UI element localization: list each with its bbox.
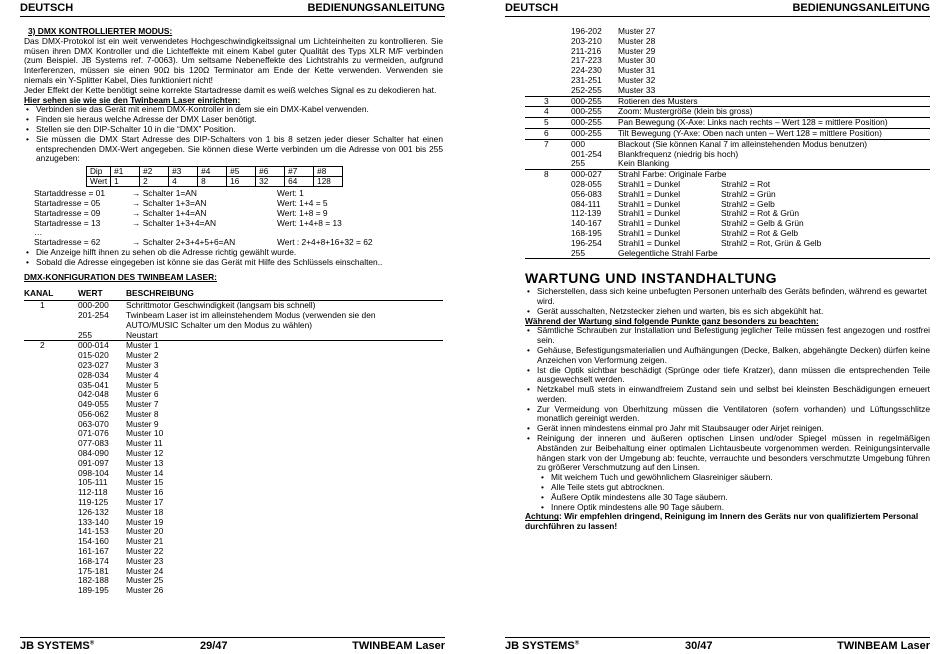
description: Muster 31 (618, 65, 656, 76)
list-item: • Sie müssen die DMX Start Adresse des DIP-Schalters von 1 bis 8 setzen jeder dieser Schalter hat einen entsprechenden DMX-Wert angegeben. Sie können diese Werte verbinden um die Adresse von 001 bis 255 anzugeben: (36, 135, 443, 164)
dmx-value: 105-111 (78, 477, 108, 488)
description-beam2: Strahl2 = Rot, Grün & Gelb (721, 237, 822, 248)
maintenance-intro-list (525, 287, 930, 316)
description-beam2: Strahl2 = Rot (721, 178, 771, 189)
switch-setting: → Schalter 1=AN (132, 188, 197, 199)
page-footer (505, 640, 930, 654)
dmx-value: 112-118 (78, 487, 108, 498)
description: Strahl1 = Dunkel (618, 237, 681, 248)
dmx-value: 255 (571, 158, 585, 169)
table-rule (525, 258, 930, 259)
table-cell: 1 (111, 177, 140, 187)
description: Muster 9 (126, 418, 159, 429)
table-cell: #7 (285, 167, 314, 177)
channel-1-block (24, 301, 443, 340)
dmx-value: 056-083 (571, 188, 602, 199)
switch-value: Wert : 2+4+8+16+32 = 62 (277, 237, 373, 248)
cleaning-steps (525, 473, 930, 512)
table-row (525, 107, 930, 117)
description: Muster 22 (126, 546, 164, 557)
dmx-value: 091-097 (78, 457, 109, 468)
description: Muster 20 (126, 526, 164, 537)
list-item: • Gerät ausschalten, Netzstecker ziehen und warten, bis es sich abgekühlt hat. (537, 307, 930, 317)
right-body (525, 27, 930, 532)
dmx-value: 000-200 (78, 300, 109, 311)
page-footer (20, 640, 445, 654)
col-wert: WERT (78, 288, 103, 299)
description: Pan Bewegung (X-Axe: Links nach rechts – Wert 128 = mittlere Position) (618, 117, 888, 128)
brand-name: JB SYSTEMS (20, 640, 90, 652)
dmx-value: 133-140 (78, 516, 109, 527)
table-cell: #2 (140, 167, 169, 177)
registered-mark: ® (574, 640, 580, 647)
list-item: • Sämtliche Schrauben zur Installation und Befestigung jeglicher Teile müssen fest angezogen und rostfrei sein. (537, 326, 930, 346)
caution-note (525, 512, 930, 532)
description-beam2: Strahl2 = Grün (721, 188, 776, 199)
footer-brand (505, 640, 579, 652)
description-beam2: Strahl2 = Rot & Grün (721, 208, 799, 219)
description: Strahl1 = Dunkel (618, 178, 681, 189)
header-manual: BEDIENUNGSANLEITUNG (307, 2, 445, 14)
dmx-value: 084-111 (571, 198, 601, 209)
description: Muster 10 (126, 428, 164, 439)
description: Schrittmotor Geschwindigkeit (langsam bis schnell) (126, 300, 316, 311)
description: Muster 2 (126, 350, 159, 361)
description: Muster 21 (126, 536, 164, 547)
description: Strahl1 = Dunkel (618, 208, 681, 219)
channel-number: 1 (40, 300, 45, 311)
dmx-value: 000-014 (78, 340, 109, 351)
description: Muster 33 (618, 84, 656, 95)
list-item: • Verbinden sie das Gerät mit einem DMX-Kontroller in dem sie ein DMX-Kabel verwenden. (36, 105, 443, 115)
channel-number: 4 (544, 106, 549, 117)
table-cell: #1 (111, 167, 140, 177)
description: Muster 5 (126, 379, 159, 390)
description: Muster 14 (126, 467, 164, 478)
table-cell: 16 (227, 177, 256, 187)
table-cell: 32 (256, 177, 285, 187)
description: Muster 28 (618, 35, 656, 46)
list-item: • Zur Vermeidung von Überhitzung müssen die Ventilatoren (sofern vorhanden) und Lüftungsschlitze monatlich gereinigt werden. (537, 405, 930, 425)
dmx-value: 182-188 (78, 575, 109, 586)
table-row (525, 249, 930, 259)
table-cell: 8 (198, 177, 227, 187)
setup-steps (24, 105, 443, 164)
maintenance-list (525, 326, 930, 473)
dmx-value: 196-202 (571, 26, 602, 36)
notes-list (24, 248, 443, 268)
brand-name: JB SYSTEMS (505, 640, 575, 652)
list-item: • Äußere Optik mindestens alle 30 Tage säubern. (551, 493, 930, 503)
setup-heading: Hier sehen sie wie sie den Twinbeam Laser einrichten: (24, 94, 241, 105)
page-number: 29/47 (200, 640, 228, 652)
dmx-value: 056-062 (78, 408, 109, 419)
dmx-value: 084-090 (78, 448, 109, 459)
start-address: Startaddresse = 01 (34, 188, 105, 199)
start-address: Startadresse = 62 (34, 237, 101, 248)
switch-value: Wert: 1 (277, 188, 304, 199)
description: Gelegentliche Strahl Farbe (618, 247, 718, 258)
list-item: • Gehäuse, Befestigungsmaterialien und Aufhängungen (Decke, Balken, abgehängte Decken) dürfen keine Anzeichen von Verformung zeigen. (537, 346, 930, 366)
description-beam2: Strahl2 = Rot & Gelb (721, 227, 799, 238)
dmx-value: 042-048 (78, 389, 109, 400)
maintenance-subheading: Während der Wartung sind folgende Punkte ganz besonders zu beachten: (525, 315, 819, 326)
dmx-value: 168-174 (78, 555, 109, 566)
page-right (485, 0, 950, 654)
page-header (505, 2, 930, 16)
table-cell: #6 (256, 167, 285, 177)
table-row (525, 129, 930, 139)
switch-setting: → Schalter 1+3=AN (132, 197, 207, 208)
channel-number: 8 (544, 169, 549, 180)
dmx-value: 049-055 (78, 399, 109, 410)
list-item: • Mit weichem Tuch und gewöhnlichem Glasreiniger säubern. (551, 473, 930, 483)
start-address: Startadresse = 13 (34, 217, 101, 228)
caution-text: : Wir empfehlen dringend, Reinigung im Innern des Geräts nur von qualifiziertem Personal durchführen zu lassen! (525, 511, 919, 532)
dmx-value: 140-167 (571, 218, 602, 229)
dmx-value: 000-027 (571, 169, 602, 180)
table-row (525, 159, 930, 169)
dmx-value: 255 (571, 247, 585, 258)
description-beam2: Strahl2 = Gelb (721, 198, 775, 209)
dmx-value: 028-034 (78, 369, 109, 380)
list-item: • Netzkabel muß stets in einwandfreiem Zustand sein und selbst bei kleinsten Beschädigungen erneuert werden. (537, 385, 930, 405)
col-beschreibung: BESCHREIBUNG (126, 288, 194, 299)
description: Muster 8 (126, 408, 159, 419)
description: Muster 13 (126, 457, 164, 468)
dmx-value: 201-254 (78, 309, 109, 320)
header-manual: BEDIENUNGSANLEITUNG (792, 2, 930, 14)
dmx-value: 000-255 (571, 117, 602, 128)
dmx-value: 001-254 (571, 148, 602, 159)
table-cell: #8 (314, 167, 343, 177)
list-item: • Innere Optik mindestens alle 90 Tage säubern. (551, 503, 930, 513)
table-row (24, 586, 443, 596)
list-item: • Sicherstellen, dass sich keine unbefugten Personen unterhalb des Geräts befinden, während es gewartet wird. (537, 287, 930, 307)
dmx-channel-table-continued (525, 27, 930, 259)
description: Muster 17 (126, 497, 164, 508)
description: Muster 6 (126, 389, 159, 400)
dmx-value: 141-153 (78, 526, 109, 537)
description: Kein Blanking (618, 158, 670, 169)
table-cell: Dip (87, 167, 111, 177)
description: Rotieren des Musters (618, 95, 698, 106)
address-examples (24, 189, 443, 248)
description: Muster 3 (126, 359, 159, 370)
address-note: Jeder Effekt der Kette benötigt seine korrekte Startadresse damit es weiß welches Signal es zu dekodieren hat. (24, 84, 437, 95)
footer-product: TWINBEAM Laser (352, 640, 445, 652)
table-row (525, 97, 930, 107)
table-cell: 4 (169, 177, 198, 187)
caution-label: Achtung (525, 511, 559, 522)
ellipsis: … (34, 227, 43, 238)
footer-brand (20, 640, 94, 652)
description: Twinbeam Laser ist im alleinstehendem Modus (verwenden sie den (126, 309, 376, 320)
config-heading: DMX-KONFIGURATION DES TWINBEAM LASER: (24, 271, 217, 282)
description: Neustart (126, 329, 158, 340)
dmx-value: 211-216 (571, 45, 602, 56)
list-item: • Ist die Optik sichtbar beschädigt (Sprünge oder tiefe Kratzer), dann müssen die entsprechenden Teile ausgewechselt werden. (537, 366, 930, 386)
dmx-value: 028-055 (571, 178, 602, 189)
description: Muster 15 (126, 477, 164, 488)
description: Strahl1 = Dunkel (618, 218, 681, 229)
description: Strahl1 = Dunkel (618, 188, 681, 199)
description: Muster 32 (618, 74, 656, 85)
footer-rule (505, 637, 930, 638)
start-address: Startadresse = 05 (34, 197, 101, 208)
dmx-value: 231-251 (571, 74, 602, 85)
description: Muster 29 (618, 45, 656, 56)
description: Strahl1 = Dunkel (618, 227, 681, 238)
dmx-value: 000-255 (571, 106, 602, 117)
list-item: • Gerät innen mindestens einmal pro Jahr mit Staubsauger oder Airjet reinigen. (537, 424, 930, 434)
description: Zoom: Mustergröße (klein bis gross) (618, 106, 753, 117)
registered-mark: ® (89, 640, 95, 647)
description: Muster 25 (126, 575, 164, 586)
description-beam2: Strahl2 = Gelb & Grün (721, 218, 804, 229)
table-row (525, 86, 930, 96)
channel-number: 7 (544, 138, 549, 149)
switch-value: Wert: 1+8 = 9 (277, 207, 328, 218)
header-rule (505, 16, 930, 17)
description: Muster 4 (126, 369, 159, 380)
description: AUTO/MUSIC Schalter um den Modus zu wählen) (126, 319, 313, 330)
dmx-value: 000-255 (571, 127, 602, 138)
description: Muster 27 (618, 26, 656, 36)
list-item: • Reinigung der inneren und äußeren optischen Linsen und/oder Spiegel müssen in regelmäßigen Abständen zur Beibehaltung einer optimalen Lichtausbeute vorgenommen werden. Reinigungsintervalle hängen stark von der Umgebung ab: feuchte, verrauchte und besonders verschmutzte Umgebung führen zu größerer Verschmutzung auf den Linsen. (537, 434, 930, 473)
table-row (525, 150, 930, 160)
description: Muster 24 (126, 565, 164, 576)
description: Muster 1 (126, 340, 159, 351)
intro-paragraph: Das DMX-Protokol ist ein weit verwendetes Hochgeschwindigkeitssignal um Lichteinheiten zu kontrollieren. Sie müsen ihren DMX Kontroller und die Lichteffekte mit einem Kabel guter Qualität des Typs XLR M/F verbinden (zum Beispiel. JB Systems ref. 7-0063). Um seltsame Nebeneffekte des Lichtstrahls zu vermeiden, aufgrund Interferenzen, müssen sie einen 90Ω bis 120Ω Terminator am Ende der Kette verwenden. Verwenden sie niemals ein Y-Splitter Kabel, Dies funktioniert nicht! (24, 35, 443, 85)
dmx-value: 252-255 (571, 84, 602, 95)
page-header (20, 2, 445, 16)
description: Tilt Bewegung (Y-Axe: Oben nach unten – Wert 128 = mittlere Position) (618, 127, 882, 138)
left-body (24, 27, 443, 596)
description: Muster 16 (126, 487, 164, 498)
description: Muster 18 (126, 506, 164, 517)
switch-value: Wert: 1+4+8 = 13 (277, 217, 342, 228)
description: Muster 12 (126, 448, 164, 459)
page-left (0, 0, 465, 654)
dmx-value: 168-195 (571, 227, 602, 238)
list-item: • Finden sie heraus welche Adresse der DMX Laser benötigt. (36, 115, 443, 125)
dmx-value: 189-195 (78, 585, 109, 596)
dmx-value: 175-181 (78, 565, 109, 576)
table-cell: #5 (227, 167, 256, 177)
dmx-value: 196-254 (571, 237, 602, 248)
dmx-value: 161-167 (78, 546, 109, 557)
channel-number: 5 (544, 117, 549, 128)
dmx-value: 119-125 (78, 497, 109, 508)
channel-number: 6 (544, 127, 549, 138)
dmx-value: 203-210 (571, 35, 602, 46)
switch-setting: → Schalter 1+4=AN (132, 207, 207, 218)
table-cell: #4 (198, 167, 227, 177)
table-row (525, 239, 930, 249)
channel-2-block (24, 341, 443, 596)
dmx-value: 077-083 (78, 438, 109, 449)
dmx-value: 217-223 (571, 55, 602, 66)
section-title: 3) DMX KONTROLLIERTER MODUS: (28, 26, 173, 36)
dmx-value: 000-255 (571, 95, 602, 106)
footer-rule (20, 637, 445, 638)
config-table-header (24, 289, 443, 299)
switch-setting: → Schalter 2+3+4+5+6=AN (132, 237, 236, 248)
dmx-value: 015-020 (78, 350, 109, 361)
table-cell: Wert (87, 177, 111, 187)
start-address: Startadresse = 09 (34, 207, 101, 218)
footer-product: TWINBEAM Laser (837, 640, 930, 652)
dip-switch-table (86, 166, 343, 187)
description: Blackout (Sie können Kanal 7 im alleinstehenden Modus benutzen) (618, 138, 868, 149)
table-cell: 64 (285, 177, 314, 187)
dmx-value: 071-076 (78, 428, 109, 439)
description: Strahl1 = Dunkel (618, 198, 681, 209)
description: Strahl Farbe: Originale Farbe (618, 169, 727, 180)
table-row (525, 118, 930, 128)
dmx-value: 035-041 (78, 379, 109, 390)
list-item: • Die Anzeige hilft ihnen zu sehen ob die Adresse richtig gewählt wurde. (36, 248, 443, 258)
dmx-value: 126-132 (78, 506, 109, 517)
description: Blankfrequenz (niedrig bis hoch) (618, 148, 739, 159)
description: Muster 7 (126, 399, 159, 410)
maintenance-title: WARTUNG UND INSTANDHALTUNG (525, 270, 778, 287)
dmx-value: 154-160 (78, 536, 109, 547)
dmx-value: 023-027 (78, 359, 109, 370)
description: Muster 19 (126, 516, 164, 527)
switch-value: Wert: 1+4 = 5 (277, 197, 328, 208)
page-number: 30/47 (685, 640, 713, 652)
dmx-value: 000 (571, 138, 585, 149)
description: Muster 11 (126, 438, 163, 449)
description: Muster 26 (126, 585, 164, 596)
channel-number: 3 (544, 95, 549, 106)
dmx-value: 112-139 (571, 208, 602, 219)
list-item: • Stellen sie den DIP-Schalter 10 in die “DMX” Position. (36, 125, 443, 135)
header-rule (20, 16, 445, 17)
list-item: • Sobald die Adresse eingegeben ist könne sie das Gerät mit Hilfe des Schlüssels einschalten.. (36, 258, 443, 268)
description: Muster 23 (126, 555, 164, 566)
address-example (24, 219, 443, 229)
col-kanal: KANAL (24, 288, 54, 299)
table-cell: 128 (314, 177, 343, 187)
dmx-value: 255 (78, 329, 92, 340)
header-language: DEUTSCH (505, 2, 559, 14)
description: Muster 30 (618, 55, 656, 66)
header-language: DEUTSCH (20, 2, 74, 14)
channel-number: 2 (40, 340, 45, 351)
table-cell: 2 (140, 177, 169, 187)
list-item: • Alle Teile stets gut abtrocknen. (551, 483, 930, 493)
dmx-value: 098-104 (78, 467, 109, 478)
table-cell: #3 (169, 167, 198, 177)
dmx-value: 224-230 (571, 65, 602, 76)
table-row (24, 331, 443, 341)
dmx-value: 063-070 (78, 418, 109, 429)
switch-setting: → Schalter 1+3+4=AN (132, 217, 217, 228)
